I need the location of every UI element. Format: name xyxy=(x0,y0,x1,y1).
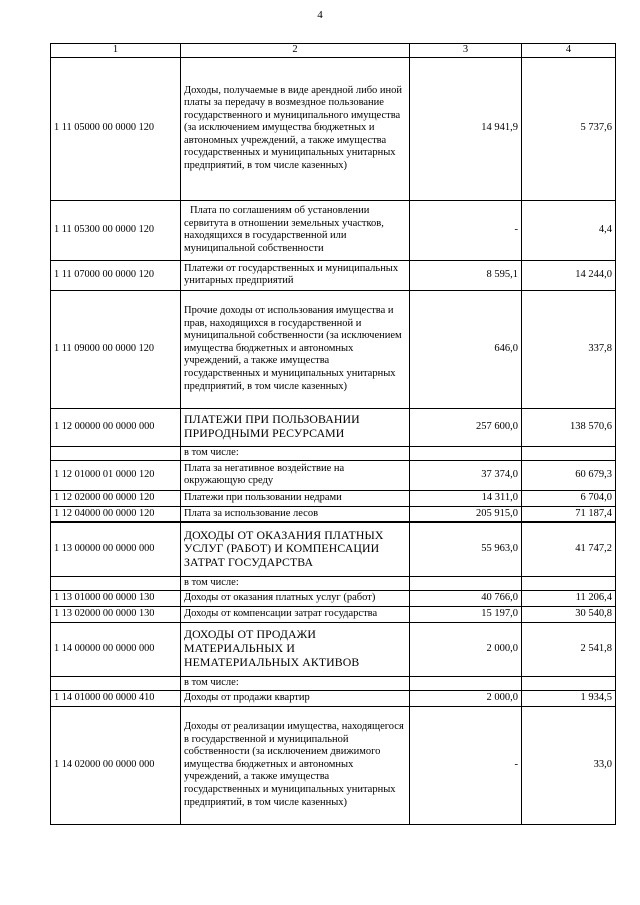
fact-value: 41 747,2 xyxy=(522,522,616,576)
plan-value: 55 963,0 xyxy=(410,522,522,576)
revenue-code: 1 12 01000 01 0000 120 xyxy=(51,460,181,490)
table-row xyxy=(51,606,616,622)
revenue-description: Доходы от оказания платных услуг (работ) xyxy=(181,590,410,606)
revenue-code: 1 12 02000 00 0000 120 xyxy=(51,490,181,506)
plan-value: 37 374,0 xyxy=(410,460,522,490)
revenue-code: 1 14 01000 00 0000 410 xyxy=(51,690,181,706)
revenue-description: Плата за негативное воздействие на окружающую среду xyxy=(181,460,410,490)
plan-value: 2 000,0 xyxy=(410,622,522,676)
revenue-code xyxy=(51,446,181,460)
table-row xyxy=(51,57,616,200)
fact-value: 60 679,3 xyxy=(522,460,616,490)
table-row xyxy=(51,690,616,706)
revenue-description: Доходы от продажи квартир xyxy=(181,690,410,706)
revenue-code: 1 12 04000 00 0000 120 xyxy=(51,506,181,522)
revenue-code xyxy=(51,576,181,590)
plan-value: 205 915,0 xyxy=(410,506,522,522)
fact-value: 11 206,4 xyxy=(522,590,616,606)
plan-value: 8 595,1 xyxy=(410,260,522,290)
revenue-code: 1 12 00000 00 0000 000 xyxy=(51,408,181,446)
table-row xyxy=(51,506,616,522)
revenue-code: 1 11 05300 00 0000 120 xyxy=(51,200,181,260)
plan-value xyxy=(410,446,522,460)
table-row xyxy=(51,408,616,446)
revenue-code: 1 11 09000 00 0000 120 xyxy=(51,290,181,408)
table-row xyxy=(51,622,616,676)
column-header: 2 xyxy=(181,44,410,58)
plan-value: 15 197,0 xyxy=(410,606,522,622)
column-header: 1 xyxy=(51,44,181,58)
fact-value: 5 737,6 xyxy=(522,57,616,200)
fact-value: 71 187,4 xyxy=(522,506,616,522)
fact-value: 138 570,6 xyxy=(522,408,616,446)
table-row xyxy=(51,490,616,506)
column-header: 4 xyxy=(522,44,616,58)
revenue-code: 1 11 07000 00 0000 120 xyxy=(51,260,181,290)
revenue-description: Платежи при пользовании недрами xyxy=(181,490,410,506)
table-row xyxy=(51,446,616,460)
table-header-row xyxy=(51,44,616,58)
revenue-code: 1 13 00000 00 0000 000 xyxy=(51,522,181,576)
revenue-code: 1 11 05000 00 0000 120 xyxy=(51,57,181,200)
table-row xyxy=(51,290,616,408)
table-row xyxy=(51,576,616,590)
table-row xyxy=(51,260,616,290)
fact-value: 1 934,5 xyxy=(522,690,616,706)
revenue-code: 1 13 01000 00 0000 130 xyxy=(51,590,181,606)
fact-value: 30 540,8 xyxy=(522,606,616,622)
fact-value: 4,4 xyxy=(522,200,616,260)
page-number: 4 xyxy=(317,9,323,21)
revenue-description: Доходы от реализации имущества, находящегося в государственной и муниципальной собственности (за исключением движимого имущества бюджетных и автономных учреждений, а также имущества государственных и муниципальных унитарных предприятий, в том числе казенных) xyxy=(181,706,410,824)
fact-value xyxy=(522,576,616,590)
table-row xyxy=(51,522,616,576)
revenue-code: 1 14 00000 00 0000 000 xyxy=(51,622,181,676)
revenue-description: Доходы, получаемые в виде арендной либо иной платы за передачу в возмездное пользование государственного и муниципального имущества (за исключением имущества бюджетных и автономных учреждений, а также имущества государственных и муниципальных унитарных предприятий, в том числе казенных) xyxy=(181,57,410,200)
revenue-description: Доходы от компенсации затрат государства xyxy=(181,606,410,622)
revenue-description: Плата по соглашениям об установлении сервитута в отношении земельных участков, находящихся в государственной или муниципальной собственности xyxy=(181,200,410,260)
revenue-table xyxy=(50,43,616,825)
plan-value: - xyxy=(410,706,522,824)
fact-value: 2 541,8 xyxy=(522,622,616,676)
plan-value: - xyxy=(410,200,522,260)
revenue-description: Прочие доходы от использования имущества и прав, находящихся в государственной и муниципальной собственности (за исключением имущества бюджетных и автономных учреждений, а также имущества государственных и муниципальных унитарных предприятий, в том числе казенных) xyxy=(181,290,410,408)
revenue-description: Плата за использование лесов xyxy=(181,506,410,522)
plan-value xyxy=(410,576,522,590)
revenue-code: 1 14 02000 00 0000 000 xyxy=(51,706,181,824)
fact-value xyxy=(522,676,616,690)
revenue-code xyxy=(51,676,181,690)
fact-value: 6 704,0 xyxy=(522,490,616,506)
revenue-description: ДОХОДЫ ОТ ПРОДАЖИ МАТЕРИАЛЬНЫХ И НЕМАТЕРИАЛЬНЫХ АКТИВОВ xyxy=(181,622,410,676)
fact-value xyxy=(522,446,616,460)
plan-value: 257 600,0 xyxy=(410,408,522,446)
table-row xyxy=(51,460,616,490)
table-row xyxy=(51,200,616,260)
fact-value: 33,0 xyxy=(522,706,616,824)
plan-value: 2 000,0 xyxy=(410,690,522,706)
revenue-description: ДОХОДЫ ОТ ОКАЗАНИЯ ПЛАТНЫХ УСЛУГ (РАБОТ) И КОМПЕНСАЦИИ ЗАТРАТ ГОСУДАРСТВА xyxy=(181,522,410,576)
table-row xyxy=(51,590,616,606)
revenue-description: ПЛАТЕЖИ ПРИ ПОЛЬЗОВАНИИ ПРИРОДНЫМИ РЕСУРСАМИ xyxy=(181,408,410,446)
revenue-description: в том числе: xyxy=(181,576,410,590)
revenue-code: 1 13 02000 00 0000 130 xyxy=(51,606,181,622)
column-header: 3 xyxy=(410,44,522,58)
fact-value: 14 244,0 xyxy=(522,260,616,290)
plan-value: 40 766,0 xyxy=(410,590,522,606)
revenue-description: в том числе: xyxy=(181,446,410,460)
fact-value: 337,8 xyxy=(522,290,616,408)
revenue-description: в том числе: xyxy=(181,676,410,690)
plan-value: 14 941,9 xyxy=(410,57,522,200)
plan-value xyxy=(410,676,522,690)
plan-value: 14 311,0 xyxy=(410,490,522,506)
table-row xyxy=(51,706,616,824)
plan-value: 646,0 xyxy=(410,290,522,408)
table-row xyxy=(51,676,616,690)
revenue-description: Платежи от государственных и муниципальных унитарных предприятий xyxy=(181,260,410,290)
